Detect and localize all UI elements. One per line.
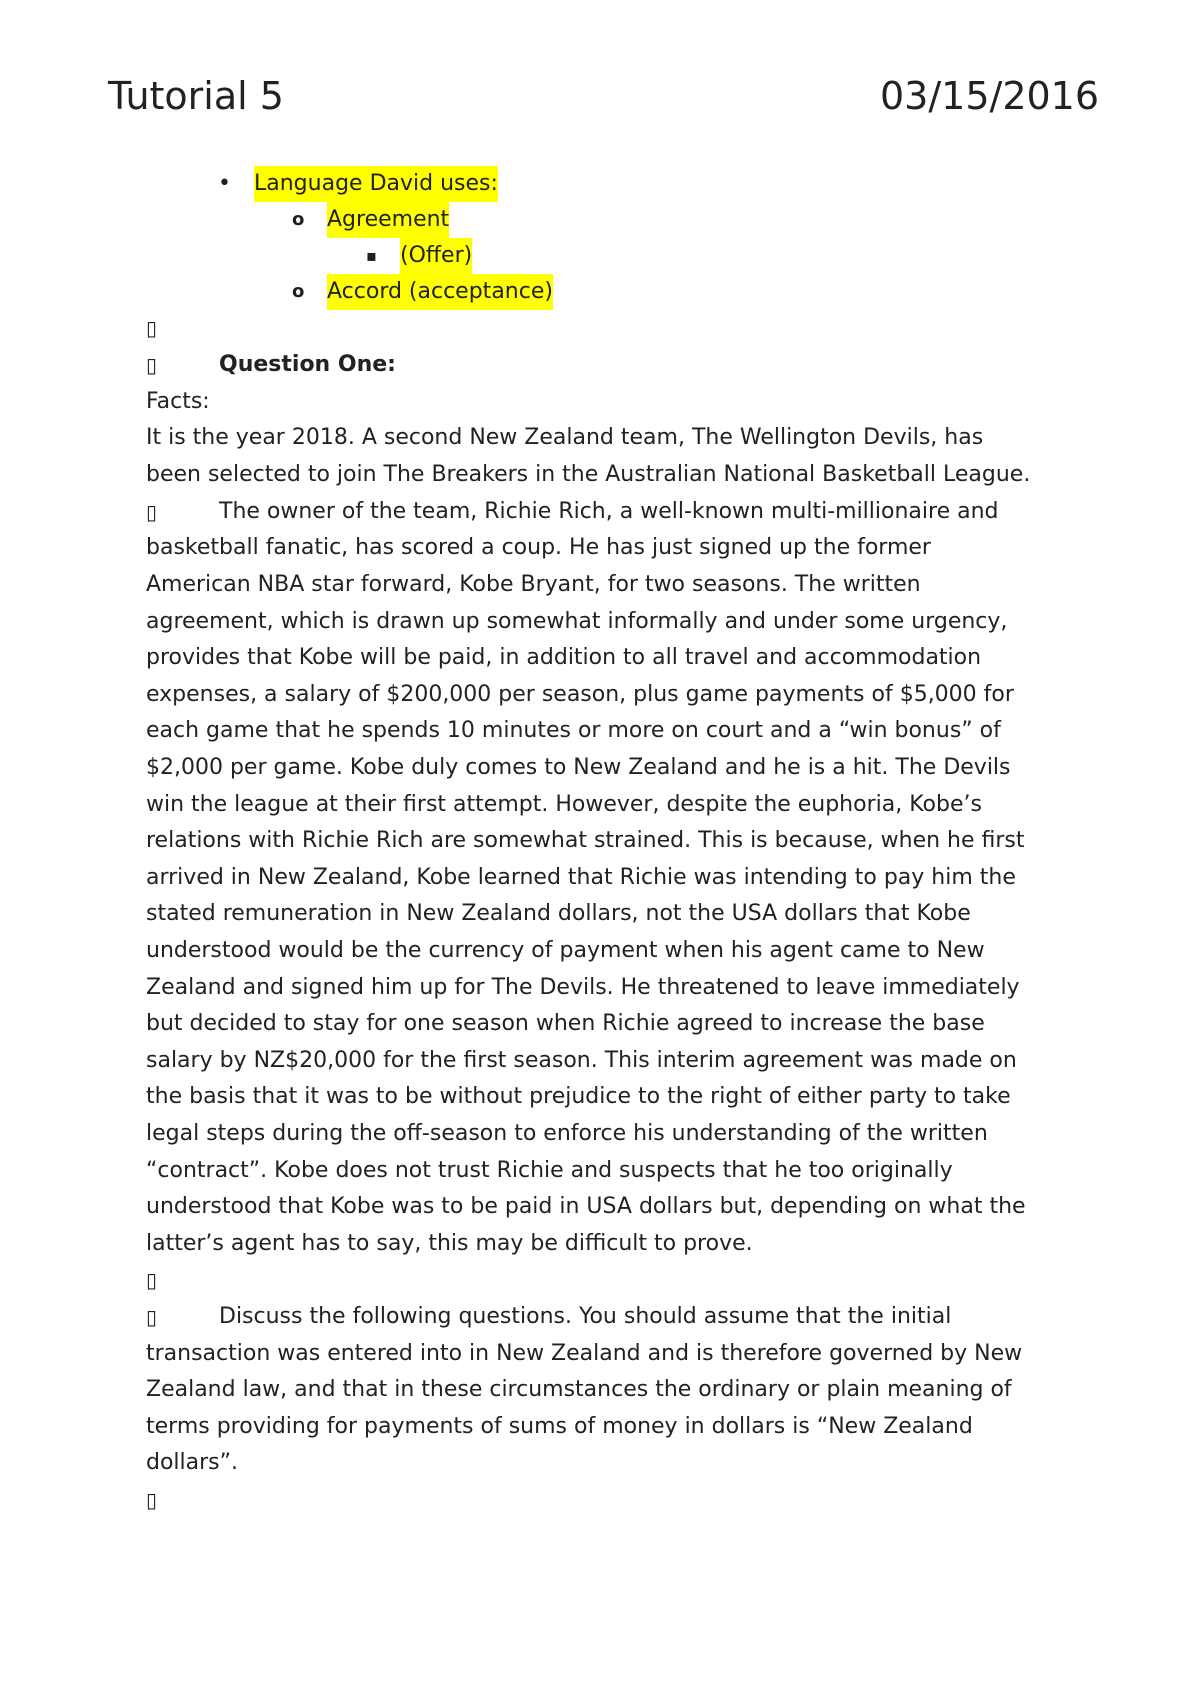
missing-glyph-marker: ▯ [146, 1488, 158, 1512]
paragraph-line: provides that Kobe will be paid, in addition to all travel and accommodation [146, 645, 982, 670]
bullet-level3-offer: ▪ [366, 246, 377, 265]
paragraph-line: basketball fanatic, has scored a coup. He has just signed up the former [146, 535, 931, 560]
paragraph-line: each game that he spends 10 minutes or more on court and a “win bonus” of [146, 718, 1001, 743]
facts-label: Facts: [146, 389, 210, 414]
paragraph-line: legal steps during the off-season to enforce his understanding of the written [146, 1121, 988, 1146]
paragraph-line: terms providing for payments of sums of money in dollars is “New Zealand [146, 1414, 973, 1439]
question-heading: Question One: [219, 352, 396, 377]
missing-glyph-marker: ▯ [146, 500, 158, 524]
paragraph-line: $2,000 per game. Kobe duly comes to New Zealand and he is a hit. The Devils [146, 755, 1011, 780]
paragraph-line: Discuss the following questions. You should assume that the initial [219, 1304, 952, 1329]
paragraph-line: “contract”. Kobe does not trust Richie and suspects that he too originally [146, 1158, 953, 1183]
paragraph-line: latter’s agent has to say, this may be difficult to prove. [146, 1231, 753, 1256]
paragraph-line: relations with Richie Rich are somewhat strained. This is because, when he first [146, 828, 1025, 853]
bullet-level1: • [218, 171, 231, 196]
paragraph-line: stated remuneration in New Zealand dollars, not the USA dollars that Kobe [146, 901, 971, 926]
paragraph-line: the basis that it was to be without prejudice to the right of either party to take [146, 1084, 1011, 1109]
paragraph-line: arrived in New Zealand, Kobe learned that Richie was intending to pay him the [146, 865, 1016, 890]
missing-glyph-marker: ▯ [146, 1305, 158, 1329]
document-date: 03/15/2016 [880, 74, 1100, 118]
missing-glyph-marker: ▯ [146, 1268, 158, 1292]
paragraph-line: dollars”. [146, 1450, 239, 1475]
paragraph-line: agreement, which is drawn up somewhat informally and under some urgency, [146, 609, 1008, 634]
paragraph-line: salary by NZ$20,000 for the first season. This interim agreement was made on [146, 1048, 1017, 1073]
paragraph-line: but decided to stay for one season when Richie agreed to increase the base [146, 1011, 985, 1036]
missing-glyph-marker: ▯ [146, 316, 158, 340]
bullet-level2-accord: o [292, 281, 305, 302]
paragraph-line: Zealand and signed him up for The Devils. He threatened to leave immediately [146, 975, 1020, 1000]
paragraph-line: Zealand law, and that in these circumstances the ordinary or plain meaning of [146, 1377, 1012, 1402]
missing-glyph-marker: ▯ [146, 353, 158, 377]
outline-item-agreement: Agreement [327, 202, 449, 238]
document-title: Tutorial 5 [108, 74, 284, 118]
paragraph-line: It is the year 2018. A second New Zealand team, The Wellington Devils, has [146, 425, 984, 450]
outline-item-accord: Accord (acceptance) [327, 274, 553, 310]
paragraph-line: been selected to join The Breakers in the Australian National Basketball League. [146, 462, 1031, 487]
paragraph-line: American NBA star forward, Kobe Bryant, for two seasons. The written [146, 572, 921, 597]
paragraph-line: The owner of the team, Richie Rich, a well-known multi-millionaire and [219, 499, 999, 524]
paragraph-line: understood would be the currency of payment when his agent came to New [146, 938, 985, 963]
paragraph-line: win the league at their first attempt. However, despite the euphoria, Kobe’s [146, 792, 982, 817]
paragraph-line: understood that Kobe was to be paid in USA dollars but, depending on what the [146, 1194, 1026, 1219]
bullet-level2-agreement: o [292, 209, 305, 230]
outline-item-language: Language David uses: [254, 166, 498, 202]
paragraph-line: expenses, a salary of $200,000 per season, plus game payments of $5,000 for [146, 682, 1014, 707]
outline-item-offer: (Offer) [400, 238, 472, 274]
paragraph-line: transaction was entered into in New Zealand and is therefore governed by New [146, 1341, 1023, 1366]
